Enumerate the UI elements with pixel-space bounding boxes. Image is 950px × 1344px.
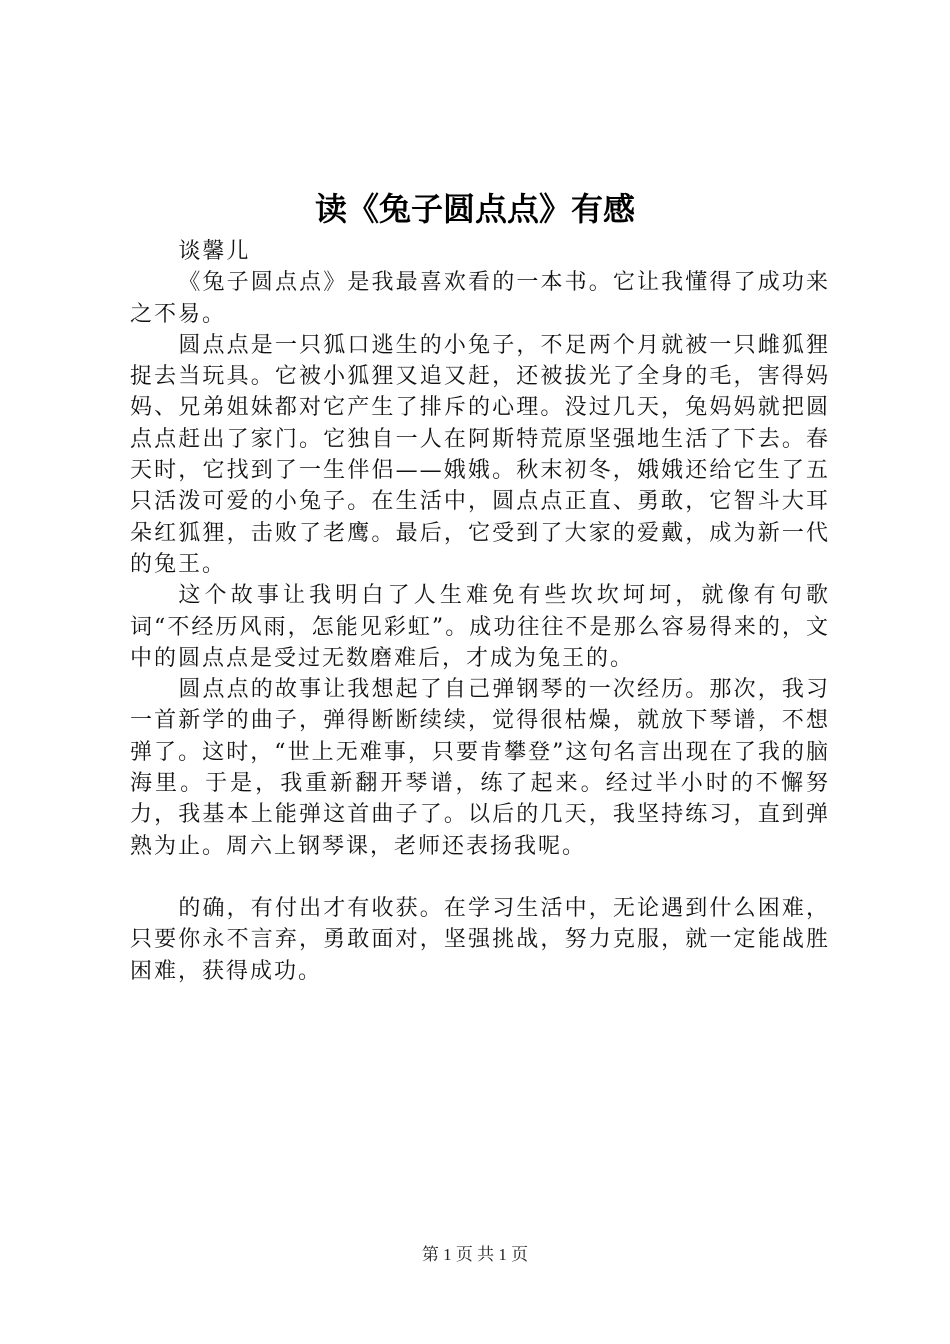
paragraph: 《兔子圆点点》是我最喜欢看的一本书。它让我懂得了成功来之不易。 <box>130 270 830 327</box>
paragraph-spacer <box>130 862 830 893</box>
paragraph: 这个故事让我明白了人生难免有些坎坎坷坷，就像有句歌词“不经历风雨，怎能见彩虹”。成功往往不是那么容易得来的，文中的圆点点是受过无数磨难后，才成为兔王的。 <box>130 583 830 671</box>
author-name: 谈馨儿 <box>178 239 251 264</box>
paragraph: 圆点点的故事让我想起了自己弹钢琴的一次经历。那次，我习一首新学的曲子，弹得断断续续，觉得很枯燥，就放下琴谱，不想弹了。这时，“世上无难事，只要肯攀登”这句名言出现在了我的脑海里。于是，我重新翻开琴谱，练了起来。经过半小时的不懈努力，我基本上能弹这首曲子了。以后的几天，我坚持练习，直到弹熟为止。周六上钢琴课，老师还表扬我呢。 <box>130 677 830 859</box>
page-number: 第 1 页 共 1 页 <box>421 1245 529 1264</box>
document-body <box>130 236 830 987</box>
paragraph: 圆点点是一只狐口逃生的小兔子，不足两个月就被一只雌狐狸捉去当玩具。它被小狐狸又追又赶，还被拔光了全身的毛，害得妈妈、兄弟姐妹都对它产生了排斥的心理。没过几天，兔妈妈就把圆点点赶出了家门。它独自一人在阿斯特荒原坚强地生活了下去。春天时，它找到了一生伴侣——娥娥。秋末初冬，娥娥还给它生了五只活泼可爱的小兔子。在生活中，圆点点正直、勇敢，它智斗大耳朵红狐狸，击败了老鹰。最后，它受到了大家的爱戴，成为新一代的兔王。 <box>130 332 830 577</box>
document-title: 读《兔子圆点点》有感 <box>314 190 635 228</box>
paragraph: 的确，有付出才有收获。在学习生活中，无论遇到什么困难，只要你永不言弃，勇敢面对，坚强挑战，努力克服，就一定能战胜困难，获得成功。 <box>130 895 830 984</box>
